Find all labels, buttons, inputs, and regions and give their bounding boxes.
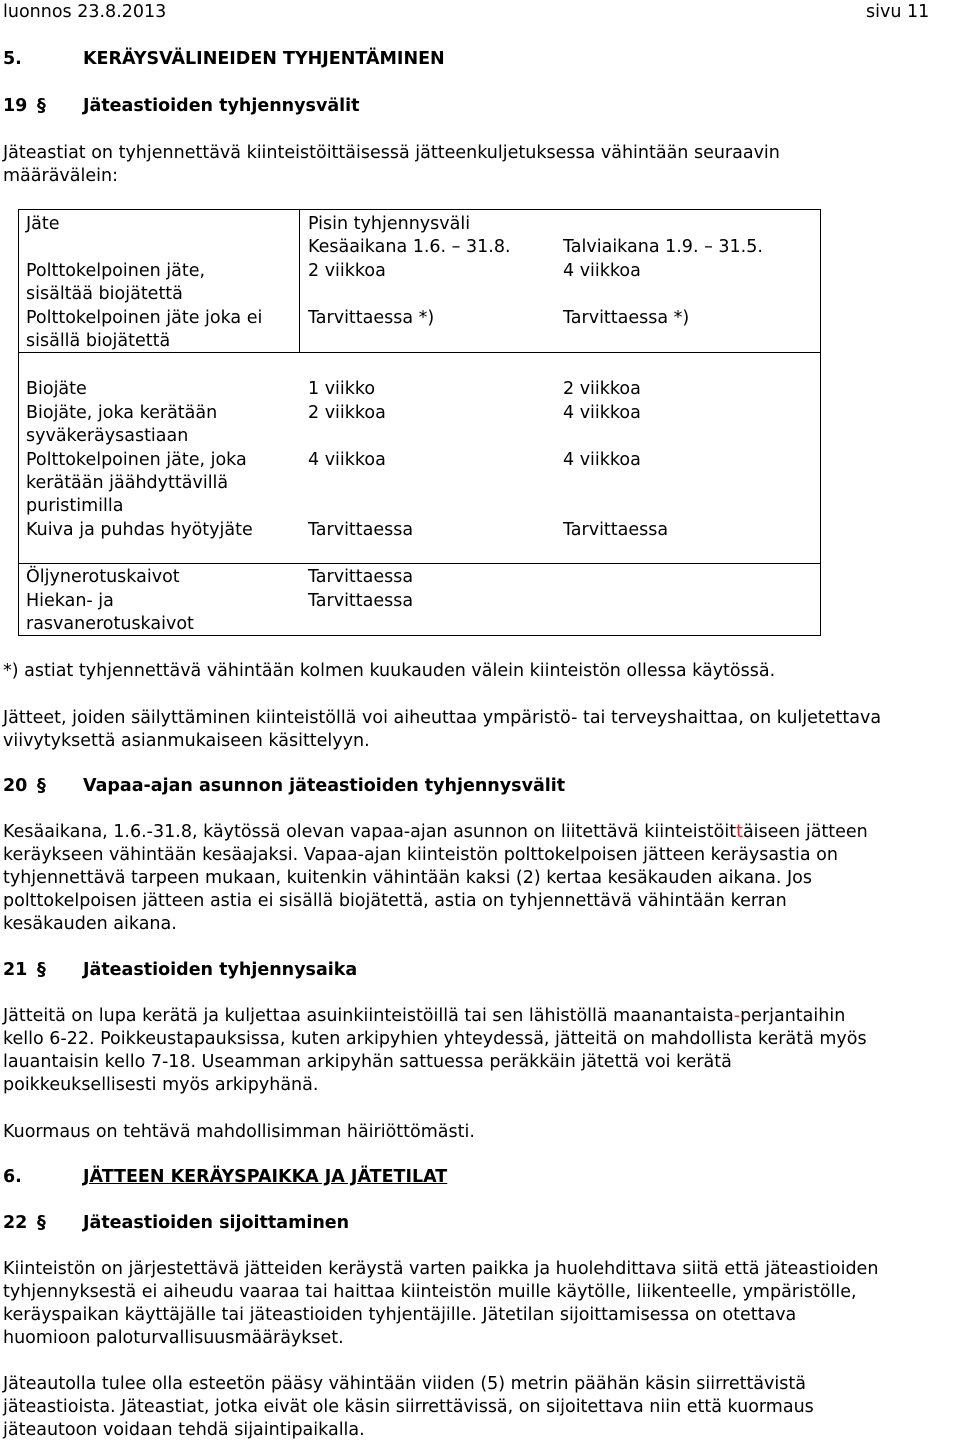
summer-interval: 2 viikkoa — [308, 261, 386, 281]
waste-type: Biojäte, joka kerätään — [26, 403, 218, 423]
section-title: JÄTTEEN KERÄYSPAIKKA JA JÄTETILAT — [83, 1167, 448, 1187]
paragraph-number: 21 — [3, 960, 28, 980]
body-text: kello 6-22. Poikkeustapauksissa, kuten arkipyhien yhteydessä, jätteitä on mahdollista kerätä myös — [3, 1029, 867, 1049]
section-sign: § — [37, 776, 46, 796]
paragraph-title: Jäteastioiden tyhjennysvälit — [83, 96, 360, 116]
section-number: 5. — [3, 49, 22, 69]
body-text: poikkeuksellisesti myös arkipyhänä. — [3, 1075, 319, 1095]
body-text: keräykseen vähintään kesäajaksi. Vapaa-ajan kiinteistön polttokelpoisen jätteen keräysastia on — [3, 845, 838, 865]
column-header-summer: Kesäaikana 1.6. – 31.8. — [308, 237, 511, 257]
section-title: KERÄYSVÄLINEIDEN TYHJENTÄMINEN — [83, 49, 445, 69]
winter-interval: Tarvittaessa — [563, 520, 669, 540]
table-footnote: *) astiat tyhjennettävä vähintään kolmen kuukauden välein kiinteistön ollessa käytössä. — [3, 661, 776, 681]
waste-type: syväkeräysastiaan — [26, 426, 189, 446]
column-header-interval: Pisin tyhjennysväli — [308, 214, 471, 234]
body-text — [3, 1005, 845, 1028]
waste-type: Polttokelpoinen jäte, joka — [26, 450, 247, 470]
paragraph-number: 19 — [3, 96, 28, 116]
waste-type: Biojäte — [26, 379, 87, 399]
summer-interval: Tarvittaessa — [308, 567, 414, 587]
body-text: huomioon paloturvallisuusmääräykset. — [3, 1328, 344, 1348]
intro-line: määrävälein: — [3, 166, 118, 186]
emptying-interval-table — [18, 209, 821, 636]
text-run: perjantaihin — [740, 1006, 846, 1026]
winter-interval: 4 viikkoa — [563, 403, 641, 423]
paragraph-title: Vapaa-ajan asunnon jäteastioiden tyhjennysvälit — [83, 776, 566, 796]
body-text: Jäteautolla tulee olla esteetön pääsy vähintään viiden (5) metrin päähän käsin siirrettävistä — [3, 1374, 806, 1394]
summer-interval: 1 viikko — [308, 379, 376, 399]
body-text: Jätteet, joiden säilyttäminen kiinteistöllä voi aiheuttaa ympäristö- tai terveyshaittaa, on kuljetettava — [3, 708, 882, 728]
body-text: keräyspaikan käyttäjälle tai jäteastioiden tyhjentäjille. Jätetilan sijoittamisessa on otettava — [3, 1305, 797, 1325]
paragraph-number: 20 — [3, 776, 28, 796]
highlighted-edit: t — [736, 822, 743, 842]
winter-interval: 4 viikkoa — [563, 261, 641, 281]
summer-interval: Tarvittaessa *) — [308, 308, 435, 328]
winter-interval: 4 viikkoa — [563, 450, 641, 470]
summer-interval: 4 viikkoa — [308, 450, 386, 470]
section-sign: § — [37, 960, 46, 980]
text-run: Jätteitä on lupa kerätä ja kuljettaa asuinkiinteistöillä tai sen lähistöllä maanantaista — [3, 1006, 734, 1026]
waste-type: sisältää biojätettä — [26, 284, 183, 304]
text-run: Kesäaikana, 1.6.-31.8, käytössä olevan vapaa-ajan asunnon on liitettävä kiinteistöit — [3, 822, 737, 842]
waste-type: Polttokelpoinen jäte, — [26, 261, 206, 281]
table-divider — [299, 210, 300, 352]
body-text: lauantaisin kello 7-18. Useamman arkipyhän sattuessa peräkkäin jätettä voi kerätä — [3, 1052, 732, 1072]
body-text: jäteastioista. Jäteastiat, jotka eivät ole käsin siirrettävissä, on sijoitettava niin että kuormaus — [3, 1397, 814, 1417]
waste-type: rasvanerotuskaivot — [26, 614, 194, 634]
body-text: Kuormaus on tehtävä mahdollisimman häiriöttömästi. — [3, 1122, 475, 1142]
paragraph-title: Jäteastioiden tyhjennysaika — [83, 960, 358, 980]
body-text — [3, 821, 868, 844]
waste-type: puristimilla — [26, 496, 124, 516]
paragraph-title: Jäteastioiden sijoittaminen — [83, 1213, 350, 1233]
waste-type: Hiekan- ja — [26, 591, 114, 611]
waste-type: sisällä biojätettä — [26, 331, 171, 351]
highlighted-edit: - — [733, 1006, 741, 1026]
table-divider — [19, 563, 820, 564]
body-text: Kiinteistön on järjestettävä jätteiden keräystä varten paikka ja huolehdittava siitä että jäteastioiden — [3, 1259, 879, 1279]
document-date: luonnos 23.8.2013 — [3, 2, 167, 22]
waste-type: Polttokelpoinen jäte joka ei — [26, 308, 263, 328]
waste-type: Öljynerotuskaivot — [26, 567, 180, 587]
body-text: jäteautoon voidaan tehdä sijaintipaikalla. — [3, 1420, 365, 1440]
section-sign: § — [37, 1213, 46, 1233]
text-run: äiseen jätteen — [742, 822, 868, 842]
column-header-winter: Talviaikana 1.9. – 31.5. — [563, 237, 763, 257]
body-text: tyhjennyksestä ei aiheudu vaaraa tai haittaa kiinteistön muille käytölle, liikenteelle, ympäristölle, — [3, 1282, 857, 1302]
body-text: viivytyksettä asianmukaiseen käsittelyyn. — [3, 731, 370, 751]
body-text: kesäkauden aikana. — [3, 914, 177, 934]
column-header-waste: Jäte — [26, 214, 60, 234]
summer-interval: Tarvittaessa — [308, 520, 414, 540]
page-number: sivu 11 — [866, 2, 930, 22]
section-sign: § — [37, 96, 46, 116]
section-number: 6. — [3, 1167, 22, 1187]
summer-interval: Tarvittaessa — [308, 591, 414, 611]
waste-type: kerätään jäähdyttävillä — [26, 473, 229, 493]
body-text: polttokelpoisen jätteen astia ei sisällä biojätettä, astia on tyhjennettävä vähintään kerran — [3, 891, 787, 911]
body-text: tyhjennettävä tarpeen mukaan, kuitenkin vähintään kaksi (2) kertaa kesäkauden aikana. Jos — [3, 868, 812, 888]
waste-type: Kuiva ja puhdas hyötyjäte — [26, 520, 253, 540]
winter-interval: 2 viikkoa — [563, 379, 641, 399]
summer-interval: 2 viikkoa — [308, 403, 386, 423]
paragraph-number: 22 — [3, 1213, 28, 1233]
intro-line: Jäteastiat on tyhjennettävä kiinteistöittäisessä jätteenkuljetuksessa vähintään seuraavin — [3, 143, 780, 163]
winter-interval: Tarvittaessa *) — [563, 308, 690, 328]
